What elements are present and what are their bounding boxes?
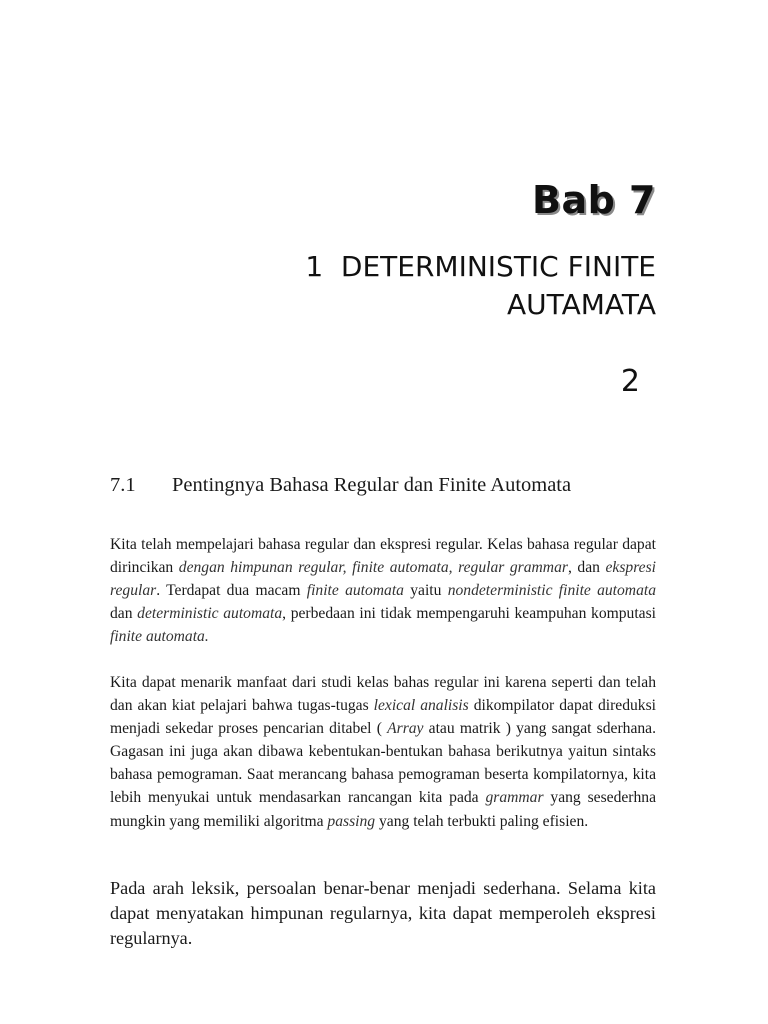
p1-text-3: . Terdapat dua macam [156,582,307,600]
p2-text-4: yang sesederhna mungkin yang memiliki algoritma [110,789,656,830]
p1-text-2: , dan [567,559,606,577]
p1-text-6: , perbedaan ini tidak mempengaruhi keampuhan komputasi [282,605,656,623]
p1-italic-6: finite automata. [110,628,209,646]
p2-italic-3: grammar [485,789,544,807]
paragraph-1 [110,533,656,648]
p2-italic-4: passing [327,812,376,830]
chapter-heading: Bab 7 [532,178,656,222]
p1-text-1: Kita telah mempelajari bahasa regular dan ekspresi regular. Kelas bahasa regular dapat dirincikan [110,536,656,577]
p1-italic-4: nondeterministic finite automata [447,582,656,600]
section-title: Pentingnya Bahasa Regular dan Finite Automata [172,474,572,496]
paragraph-2 [110,671,656,833]
p2-text-1: Kita dapat menarik manfaat dari studi kelas bahas regular ini karena seperti dan telah dan akan kiat pelajari bahwa tugas-tugas [110,674,656,715]
p2-italic-1: lexical analisis [373,697,469,715]
p1-text-4: yaitu [403,582,448,600]
p1-italic-2: ekspresi regular [110,559,657,600]
chapter-title [196,248,656,324]
p1-italic-5: deterministic automata [137,605,283,623]
p2-text-5: yang telah terbukti paling efisien. [375,812,589,830]
p1-italic-3: finite automata [306,582,404,600]
chapter-title-line-1: 1 DETERMINISTIC FINITE [305,250,656,283]
p2-text-2: dikompilator dapat direduksi menjadi sekedar proses pencarian ditabel ( [110,697,657,738]
p1-italic-1: dengan himpunan regular, finite automata, regular grammar [178,559,568,577]
paragraph-3: Pada arah leksik, persoalan benar-benar menjadi sederhana. Selama kita dapat menyatakan himpunan regularnya, kita dapat memperoleh ekspresi regularnya. [110,878,656,948]
chapter-title-number: 2 [620,364,640,399]
section-number: 7.1 [110,474,136,496]
p2-italic-2: Array [387,720,424,738]
p2-text-3: atau matrik ) yang sangat sderhana. Gagasan ini juga akan dibawa kebentukan-bentukan bahasa berikutnya yaitun sintaks bahasa pemograman. Saat merancang bahasa pemograman beserta kompilatornya, kita lebih menyukai untuk mendasarkan rancangan kita pada [110,720,656,807]
chapter-title-line-2: AUTAMATA [507,288,656,321]
p1-text-5: dan [110,605,138,623]
section-heading [110,472,656,498]
